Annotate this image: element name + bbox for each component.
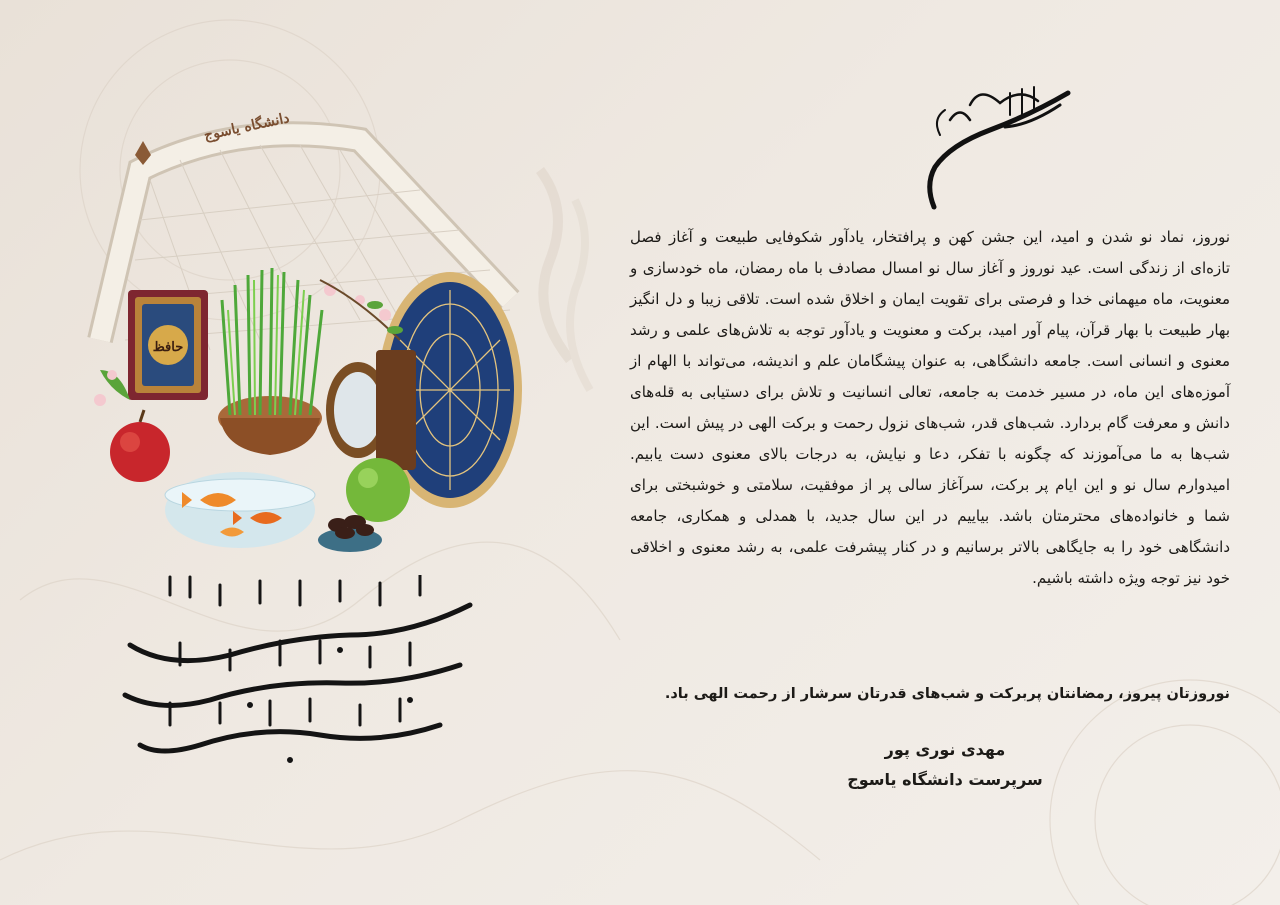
book-label: حافظ bbox=[152, 340, 184, 355]
signature-block bbox=[800, 735, 1090, 795]
hafez-book-icon bbox=[128, 290, 208, 400]
signer-name: مهدی نوری پور bbox=[884, 740, 1006, 759]
nowruz-message bbox=[630, 222, 1230, 594]
signer-title: سرپرست دانشگاه یاسوج bbox=[847, 770, 1043, 789]
goldfish-bowl-icon bbox=[165, 472, 315, 548]
sabzeh-icon bbox=[218, 268, 322, 455]
nowruz-haftsin-illustration bbox=[40, 100, 600, 570]
green-apple-icon bbox=[346, 458, 410, 522]
verse-calligraphy bbox=[110, 575, 490, 775]
university-sign-text: دانشگاه یاسوج bbox=[202, 110, 291, 144]
mirror-icon bbox=[326, 350, 416, 470]
message-body: نوروز، نماد نو شدن و امید، این جشن کهن و پرافتخار، یادآور شکوفایی طبیعت و آغاز فصل تازه‌ای از زندگی است. عید نوروز و آغاز سال نو امسال مصادف با ماه رمضان، ماه خودسازی و معنویت، ماه میهمانی خدا و فرصتی برای تقویت ایمان و اخلاق شده است. تلاقی زیبا و دل انگیز بهار طبیعت با بهار قرآن، پیام آور امید، برکت و معنویت و یادآور توجه به تلاش‌های علمی و رشد معنوی و انسانی است. جامعه دانشگاهی، به عنوان پیشگامان علم و اندیشه، می‌تواند با الهام از آموزه‌های این ماه، در مسیر خدمت به جامعه، تعالی انسانیت و تلاش برای دستیابی به قله‌های دانش و معرفت گام بردارد. شب‌های قدر، شب‌های نزول رحمت و برکت الهی در پیش است. این شب‌ها به ما می‌آموزند که چگونه با تفکر، دعا و نیایش، به درجات بالای معنوی دست یابیم. امیدوارم سال نو و این ایام پر برکت، سرآغاز سالی پر از موفقیت، سلامتی و خوشبختی برای شما و خانواده‌های محترمتان باشد. بیاییم در این سال جدید، با همدلی و همکاری، جامعه دانشگاهی خود را به جایگاهی بالاتر برسانیم و در کنار پیشرفت علمی، به رشد معنوی و اخلاقی خود نیز توجه ویژه داشته باشیم. bbox=[630, 228, 1230, 587]
basmala-calligraphy bbox=[910, 75, 1080, 225]
closing-line: نوروزتان پیروز، رمضانتان پربرکت و شب‌های قدرتان سرشار از رحمت الهی باد. bbox=[664, 686, 1230, 702]
